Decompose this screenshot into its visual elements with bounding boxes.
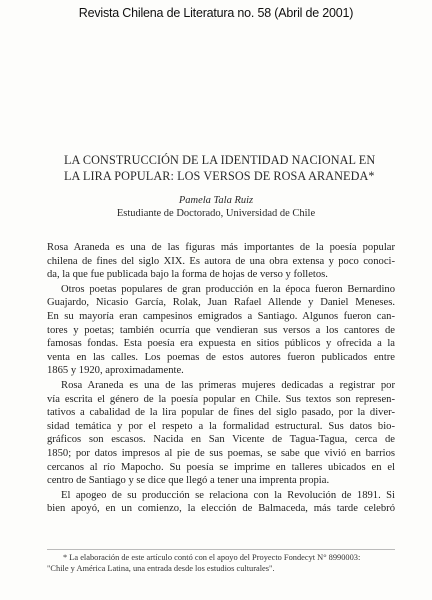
footnote-divider (47, 549, 395, 550)
body-line: Guajardo, Nicasio García, Rolak, Juan Rafael Allende y Daniel Meneses. (47, 297, 395, 309)
body-line: cercanos al río Mapocho. Su poesía se imprime en talleres ubicados en el (47, 461, 395, 473)
body-line: Otros poetas populares de gran producción en la época fueron Bernardino (61, 283, 395, 295)
article-title-line: LA CONSTRUCCIÓN DE LA IDENTIDAD NACIONAL EN (64, 153, 376, 167)
body-line: centro de Santiago y se dice que llegó a tener una imprenta propia. (47, 475, 330, 487)
footnote (47, 552, 395, 574)
body-line: famosas fondas. Esta poesía era expuesta en sitios públicos y ofrecida a la (47, 338, 395, 350)
article-title (64, 152, 384, 184)
body-line: bien apoyó, en un comienzo, la elección de Balmaceda, más tarde celebró (47, 503, 395, 515)
body-paragraph (47, 241, 395, 282)
body-line: En su mayoría eran campesinos emigrados a Santiago. Algunos fueron can- (47, 310, 395, 322)
body-line: Rosa Araneda es una de las figuras más importantes de la poesía popular (47, 242, 395, 253)
body-line: venta en las calles. Los poemas de estos autores fueron publicados entre (47, 351, 395, 363)
body-line: da, la que fue publicada bajo la forma de hojas de verso y folletos. (47, 269, 328, 281)
article-body (47, 241, 395, 516)
footnote-line: "Chile y América Latina, una entrada desde los estudios culturales". (47, 564, 275, 573)
body-paragraph (47, 489, 395, 516)
journal-header: Revista Chilena de Literatura no. 58 (Abril de 2001) (78, 6, 354, 20)
body-line: sidad temática y por el respeto a la formalidad estructural. Sus datos bio- (47, 420, 395, 432)
footnote-line: * La elaboración de este artículo contó con el apoyo del Proyecto Fondecyt N° 8990003: (63, 553, 361, 562)
body-paragraph (47, 379, 395, 488)
body-line: El apogeo de su producción se relaciona con la Revolución de 1891. Si (61, 489, 395, 501)
article-title-line: LA LIRA POPULAR: LOS VERSOS DE ROSA ARANEDA* (64, 169, 375, 183)
author-affiliation: Estudiante de Doctorado, Universidad de Chile (116, 208, 316, 219)
body-line: Rosa Araneda es una de las primeras mujeres dedicadas a registrar por (61, 379, 395, 391)
body-line: vía escrita el género de la poesía popular en Chile. Sus textos son represen- (47, 393, 395, 405)
body-paragraph (47, 283, 395, 378)
body-line: gráficos son escasos. Nacida en San Vicente de Tagua-Tagua, cerca de (47, 434, 395, 446)
body-line: chilena de fines del siglo XIX. Es autora de una obra extensa y poco conoci- (47, 255, 395, 267)
article-author: Pamela Tala Ruiz (178, 195, 254, 206)
body-line: 1865 y 1920, aproximadamente. (47, 365, 184, 377)
body-line: 1850; por datos impresos al pie de sus poemas, se sabe que vivió en barrios (47, 447, 395, 459)
body-line: tores y poetas; también ocurría que vendieran sus versos a los cantores de (47, 324, 395, 336)
body-line: tativos a cabalidad de la lira popular de fines del siglo pasado, por la diver- (47, 407, 395, 419)
